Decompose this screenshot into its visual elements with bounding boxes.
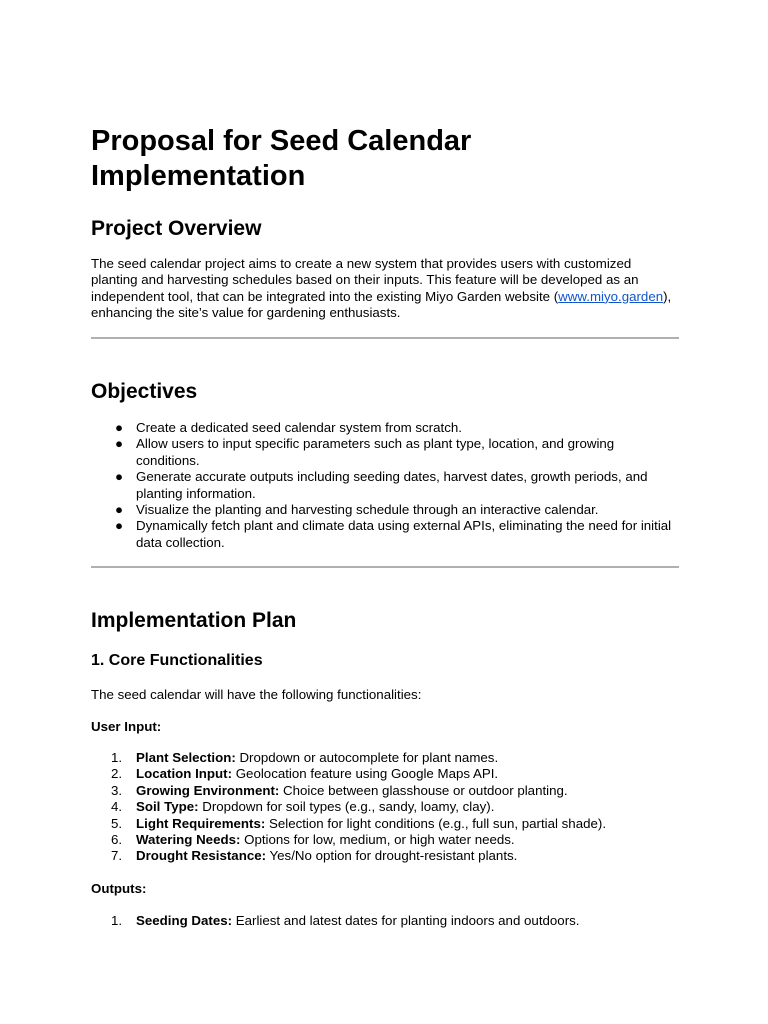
list-item: [91, 913, 679, 929]
item-text: Selection for light conditions (e.g., full sun, partial shade).: [265, 815, 607, 831]
item-text: Dropdown for soil types (e.g., sandy, loamy, clay).: [198, 799, 495, 815]
overview-text-start: The seed calendar project aims to create a new system that provides users with customized planting and harvesting schedules based on their inputs. This feature will be developed as an independent tool, that can be integrated into the existing Miyo Garden website (: [91, 256, 639, 304]
bullet-icon: ●: [114, 518, 124, 534]
outputs-list: [91, 913, 679, 929]
item-text: Geolocation feature using Google Maps API.: [232, 766, 499, 782]
list-number: 1.: [111, 913, 123, 928]
objective-text: Dynamically fetch plant and climate data using external APIs, eliminating the need for initial data collection.: [136, 518, 672, 550]
bullet-icon: ●: [114, 469, 124, 485]
section-heading-objectives: Objectives: [91, 380, 198, 403]
item-text: Dropdown or autocomplete for plant names.: [235, 750, 499, 765]
list-item: [91, 750, 679, 766]
item-text: Options for low, medium, or high water needs.: [240, 832, 515, 848]
item-label: Light Requirements:: [136, 815, 266, 831]
item-text: Yes/No option for drought-resistant plants.: [266, 848, 518, 864]
overview-text-end: ), enhancing the site’s value for gardening enthusiasts.: [91, 288, 672, 321]
list-number: 7.: [111, 848, 123, 864]
item-text: Choice between glasshouse or outdoor planting.: [279, 782, 568, 798]
item-label: Plant Selection:: [136, 750, 236, 765]
objective-text: Allow users to input specific parameters such as plant type, location, and growing conditions.: [136, 436, 615, 468]
bullet-icon: ●: [114, 436, 124, 452]
user-input-label: User Input:: [91, 719, 162, 734]
item-label: Seeding Dates:: [136, 913, 233, 928]
miyo-garden-link[interactable]: www.miyo.garden: [558, 288, 664, 304]
list-item: [91, 436, 679, 469]
list-item: [91, 832, 679, 848]
subsection-heading-core-functionalities: 1. Core Functionalities: [91, 652, 263, 669]
list-item: [91, 783, 679, 799]
list-number: 4.: [111, 799, 123, 815]
list-item: [91, 766, 679, 782]
item-text: Earliest and latest dates for planting indoors and outdoors.: [232, 913, 580, 928]
item-label: Drought Resistance:: [136, 848, 267, 864]
list-item: [91, 799, 679, 815]
overview-paragraph: [91, 256, 679, 322]
objective-text: Generate accurate outputs including seeding dates, harvest dates, growth periods, and planting information.: [136, 469, 648, 501]
list-item: [91, 469, 679, 502]
objectives-list: [91, 420, 679, 551]
list-number: 6.: [111, 832, 123, 848]
functionalities-intro: The seed calendar will have the following functionalities:: [91, 687, 422, 702]
item-label: Growing Environment:: [136, 782, 280, 798]
item-label: Soil Type:: [136, 799, 199, 815]
list-item: [91, 502, 679, 518]
document-title: Proposal for Seed Calendar Implementation: [91, 125, 472, 192]
section-heading-project-overview: Project Overview: [91, 217, 262, 240]
objective-text: Visualize the planting and harvesting schedule through an interactive calendar.: [136, 502, 599, 518]
list-item: [91, 816, 679, 832]
list-item: [91, 518, 679, 551]
list-item: [91, 848, 679, 864]
outputs-label: Outputs:: [91, 881, 147, 896]
section-heading-implementation-plan: Implementation Plan: [91, 609, 297, 632]
item-label: Location Input:: [136, 766, 233, 782]
list-item: [91, 420, 679, 436]
list-number: 2.: [111, 766, 123, 782]
list-number: 1.: [111, 750, 123, 765]
horizontal-rule: [91, 566, 679, 568]
bullet-icon: ●: [114, 502, 124, 518]
list-number: 3.: [111, 782, 123, 798]
item-label: Watering Needs:: [136, 832, 241, 848]
horizontal-rule: [91, 337, 679, 339]
user-input-list: [91, 750, 679, 865]
list-number: 5.: [111, 815, 123, 831]
objective-text: Create a dedicated seed calendar system from scratch.: [136, 420, 462, 435]
bullet-icon: ●: [114, 420, 124, 435]
